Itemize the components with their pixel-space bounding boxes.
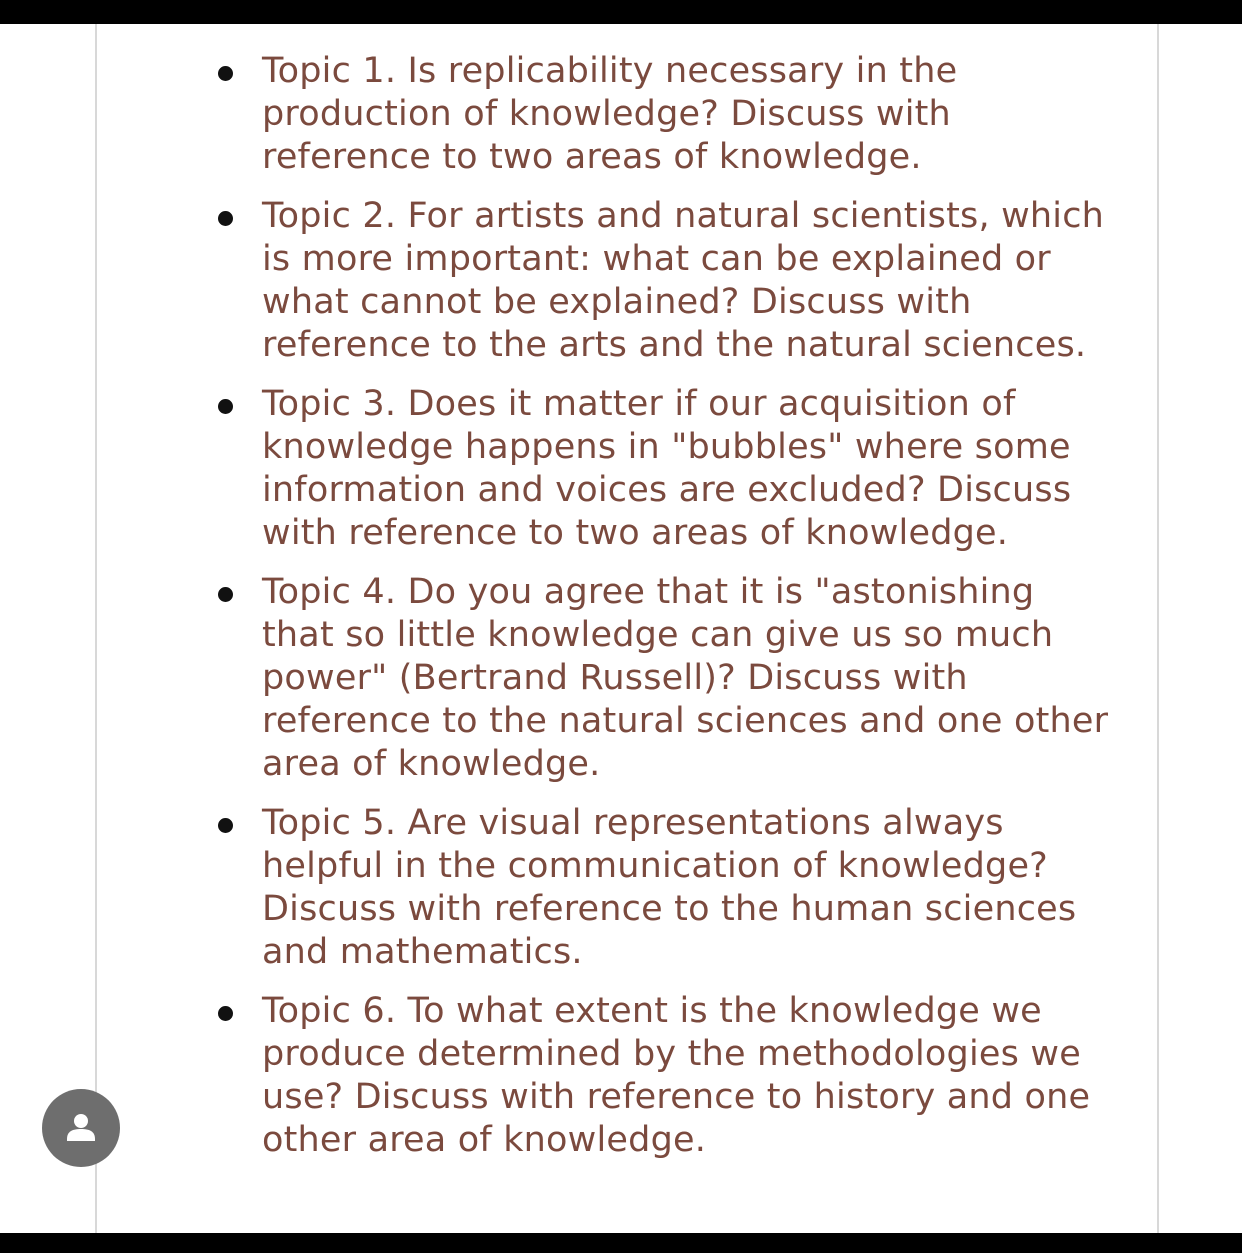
bullet-icon — [218, 399, 233, 414]
topic-text: Topic 1. Is replicability necessary in the production of knowledge? Discuss with reference to two areas of knowledge. — [262, 51, 958, 177]
topic-text: Topic 4. Do you agree that it is "astonishing that so little knowledge can give us so much power" (Bertrand Russell)? Discuss with reference to the natural sciences and one other area of knowledge. — [262, 572, 1109, 784]
topic-text: Topic 2. For artists and natural scientists, which is more important: what can be explained or what cannot be explained? Discuss with reference to the arts and the natural sciences. — [262, 196, 1105, 365]
list-item — [262, 990, 1112, 1162]
bullet-icon — [218, 587, 233, 602]
avatar-button[interactable] — [42, 1089, 120, 1167]
document-page — [0, 24, 1242, 1233]
right-margin-rule — [1157, 24, 1159, 1233]
list-item — [262, 802, 1112, 974]
left-margin-rule — [95, 24, 97, 1233]
list-item — [262, 195, 1112, 367]
person-icon — [61, 1108, 101, 1148]
bullet-icon — [218, 1006, 233, 1021]
list-item — [262, 50, 1112, 179]
topic-text: Topic 3. Does it matter if our acquisition of knowledge happens in "bubbles" where some information and voices are excluded? Discuss with reference to two areas of knowledge. — [262, 384, 1072, 553]
list-item — [262, 571, 1112, 786]
topic-text: Topic 6. To what extent is the knowledge we produce determined by the methodologies we use? Discuss with reference to history and one other area of knowledge. — [262, 991, 1091, 1160]
topic-text: Topic 5. Are visual representations always helpful in the communication of knowledge? Discuss with reference to the human sciences and mathematics. — [262, 803, 1077, 972]
topic-list — [262, 50, 1112, 1178]
list-item — [262, 383, 1112, 555]
bullet-icon — [218, 211, 233, 226]
bullet-icon — [218, 818, 233, 833]
bullet-icon — [218, 66, 233, 81]
